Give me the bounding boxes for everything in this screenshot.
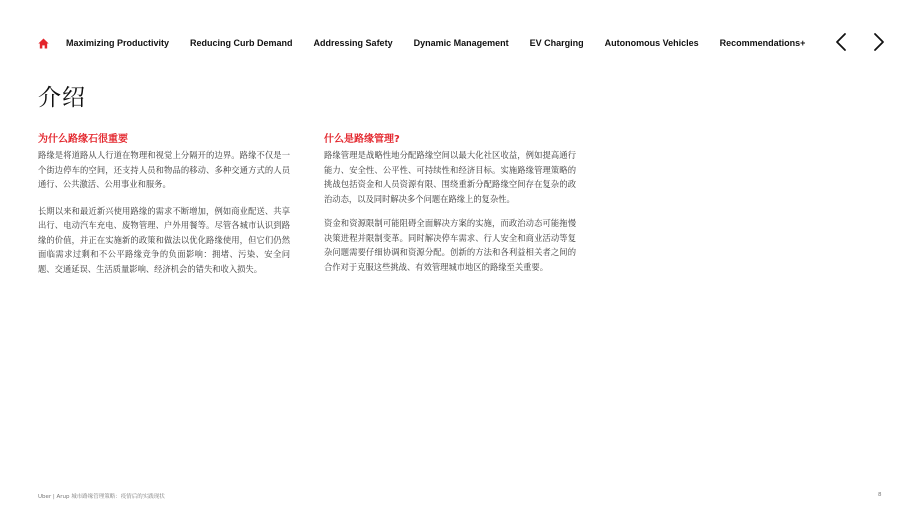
paragraph: 长期以来和最近新兴使用路缘的需求不断增加，例如商业配送、共享出行、电动汽车充电、废物管理、户外用餐等。尽管各城市认识到路缘的价值，并正在实施新的政策和做法以优化路缘使用，但它们仍然面临需求过剩和不公平路缘竞争的负面影响：拥堵、污染、安全问题、交通延误、生活质量影响、经济机会的错失和收入损失。 <box>38 205 290 274</box>
nav-item-autonomous-vehicles[interactable]: Autonomous Vehicles <box>604 38 699 48</box>
what-is-curb-management-section <box>324 133 576 274</box>
nav-item-ev-charging[interactable]: EV Charging <box>529 38 584 48</box>
section-heading: 为什么路缘石很重要 <box>38 134 128 145</box>
top-navigation <box>38 36 826 50</box>
home-icon[interactable] <box>38 38 49 49</box>
nav-item-recommendations[interactable]: Recommendations+ <box>719 38 806 48</box>
why-curb-matters-section <box>38 133 290 276</box>
section-heading: 什么是路缘管理? <box>324 134 400 145</box>
paragraph: 路缘是将道路从人行道在物理和视觉上分隔开的边界。路缘不仅是一个街边停车的空间，还支持人员和物品的移动、多种交通方式的人员通行、公共激活、公用事业和服务。 <box>38 150 290 189</box>
paragraph: 路缘管理是战略性地分配路缘空间以最大化社区收益，例如提高通行能力、安全性、公平性、可持续性和经济目标。实施路缘管理策略的挑战包括资金和人员资源有限、围绕重新分配路缘空间存在复杂的政治动态，以及同时解决多个问题在路缘上的复杂性。 <box>324 150 576 204</box>
paragraph: 资金和资源限制可能阻碍全面解决方案的实施，而政治动态可能拖慢决策进程并限制变革。同时解决停车需求、行人安全和商业活动等复杂问题需要仔细协调和资源分配。创新的方法和各利益相关者之间的合作对于克服这些挑战、有效管理城市地区的路缘至关重要。 <box>324 218 576 272</box>
page-navigation <box>834 32 886 52</box>
page-title: 介绍 <box>38 85 86 111</box>
chevron-right-icon[interactable] <box>870 32 886 52</box>
nav-item-addressing-safety[interactable]: Addressing Safety <box>313 38 393 48</box>
nav-item-maximizing-productivity[interactable]: Maximizing Productivity <box>66 38 170 48</box>
page-number: 8 <box>878 492 882 498</box>
nav-item-reducing-curb-demand[interactable]: Reducing Curb Demand <box>190 38 293 48</box>
chevron-left-icon[interactable] <box>834 32 850 52</box>
footer-source: Uber | Arup 城市路缘管理策略：疫情后的实践现状 <box>38 494 165 500</box>
nav-item-dynamic-management[interactable]: Dynamic Management <box>413 38 509 48</box>
